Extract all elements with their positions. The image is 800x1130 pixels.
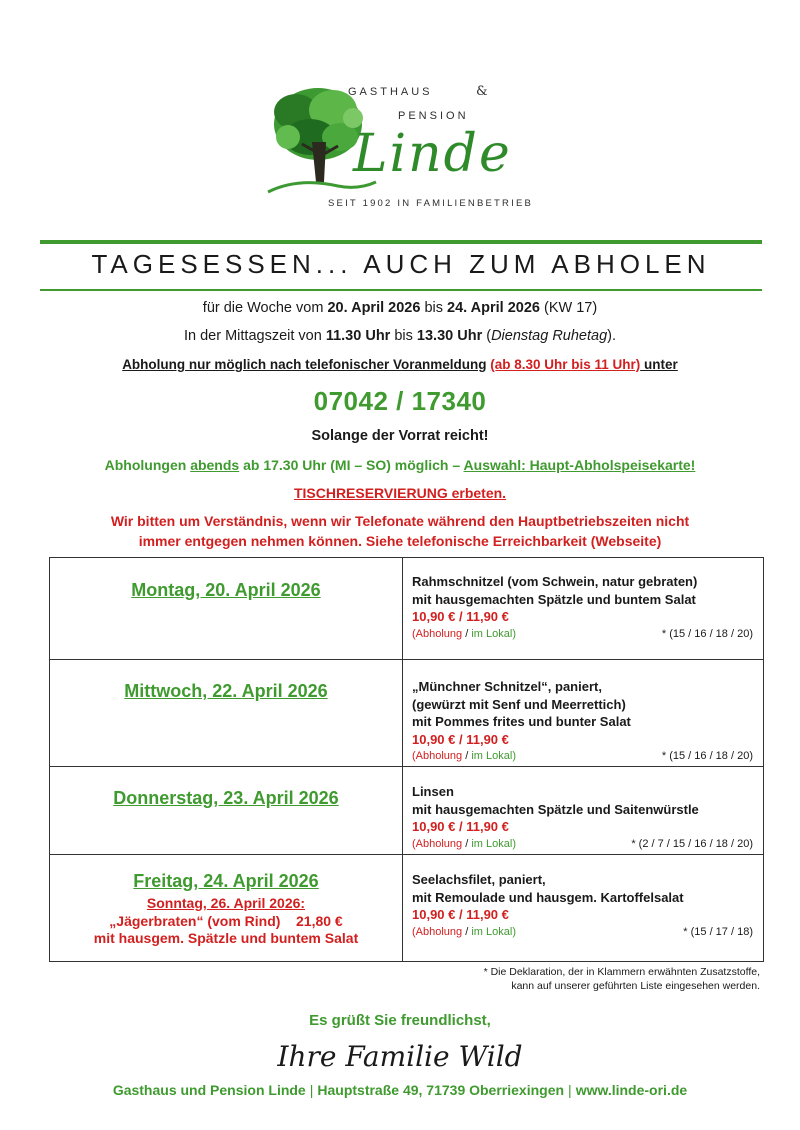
dish-line: „Münchner Schnitzel“, paniert, — [412, 679, 602, 694]
local-label: im Lokal — [471, 750, 513, 762]
day-wednesday: Mittwoch, 22. April 2026 — [124, 681, 328, 701]
time-mid: bis — [390, 328, 417, 344]
logo-pension: PENSION — [398, 110, 469, 122]
evening-line — [0, 457, 800, 473]
dish-line: Rahmschnitzel (vom Schwein, natur gebraten) — [412, 574, 698, 589]
time-to: 13.30 Uhr — [416, 328, 483, 344]
dish-line: (gewürzt mit Senf und Meerrettich) — [412, 696, 626, 712]
week-to: 24. April 2026 — [447, 300, 540, 316]
time-close: ). — [607, 328, 617, 344]
dish-line: Linsen — [412, 784, 454, 799]
dish-meta: (Abholung / im Lokal) * (15 / 16 / 18 / 20) — [412, 626, 757, 641]
week-from: 20. April 2026 — [327, 300, 421, 316]
local-label: im Lokal — [471, 627, 513, 640]
evening-pre: Abholungen — [104, 457, 191, 473]
footer-name: Gasthaus und Pension Linde — [112, 1082, 306, 1098]
pickup-label: Abholung — [415, 925, 463, 938]
additive-codes: * (2 / 7 / 15 / 16 / 18 / 20) — [631, 837, 753, 850]
dish-wednesday — [412, 678, 757, 763]
footer-address: Hauptstraße 49, 71739 Oberriexingen — [317, 1082, 565, 1098]
week-pre: für die Woche vom — [202, 300, 328, 316]
pickup-text: Abholung nur möglich nach telefonischer Voranmeldung — [122, 357, 487, 372]
time-pre: In der Mittagszeit von — [183, 328, 326, 344]
dish-line: mit Remoulade und hausgem. Kartoffelsalat — [412, 889, 684, 905]
dish-price: 10,90 € / 11,90 € — [412, 907, 509, 922]
logo-script: Linde — [353, 124, 512, 184]
footer — [0, 1082, 800, 1098]
slash: / — [462, 750, 472, 762]
dish-friday — [412, 871, 757, 939]
footer-separator: | — [309, 1082, 314, 1098]
additive-codes: * (15 / 16 / 18 / 20) — [661, 627, 753, 640]
footnote-line-2: kann auf unserer geführten Liste eingesehen werden. — [511, 980, 760, 992]
sunday-special — [50, 895, 402, 948]
notice-line-1: Wir bitten um Verständnis, wenn wir Telefonate während den Hauptbetriebszeiten nicht — [110, 513, 690, 529]
dish-line: mit hausgemachten Spätzle und buntem Salat — [412, 591, 696, 607]
slash: / — [462, 925, 472, 938]
stock-notice: Solange der Vorrat reicht! — [311, 428, 489, 444]
evening-mid: ab 17.30 Uhr (MI – SO) möglich – — [239, 457, 464, 473]
menu-table — [49, 557, 764, 962]
dish-line: mit Pommes frites und bunter Salat — [412, 714, 631, 729]
day-thursday: Donnerstag, 23. April 2026 — [113, 788, 339, 808]
pickup-hours: (ab 8.30 Uhr bis 11 Uhr) — [490, 357, 641, 372]
table-row — [50, 659, 763, 766]
local-label: im Lokal — [471, 925, 513, 938]
dish-meta: (Abholung / im Lokal) * (15 / 16 / 18 / 20) — [412, 748, 757, 763]
dish-price: 10,90 € / 11,90 € — [412, 609, 509, 624]
reservation-notice: TISCHRESERVIERUNG erbeten. — [293, 485, 507, 501]
pickup-line — [0, 357, 800, 372]
signature-image — [0, 1036, 800, 1076]
logo-tagline: SEIT 1902 IN FAMILIENBETRIEB — [328, 198, 534, 209]
sunday-title: Sonntag, 26. April 2026: — [146, 895, 306, 911]
signature-text: Ihre Familie Wild — [277, 1040, 523, 1073]
time-line — [0, 328, 800, 344]
title-rule-bottom — [40, 289, 762, 291]
time-from: 11.30 Uhr — [325, 328, 391, 344]
footnote — [400, 965, 760, 993]
day-friday: Freitag, 24. April 2026 — [133, 871, 319, 891]
dish-meta: (Abholung / im Lokal) * (2 / 7 / 15 / 16 / 18 / 20) — [412, 836, 757, 851]
dish-thursday — [412, 783, 757, 851]
slash: / — [462, 837, 472, 850]
closed-day: Dienstag Ruhetag — [491, 328, 608, 344]
logo — [258, 82, 558, 217]
sunday-side: mit hausgem. Spätzle und buntem Salat — [93, 930, 359, 946]
evening-menu-link[interactable]: Auswahl: Haupt-Abholspeisekarte! — [463, 457, 696, 473]
dish-meta: (Abholung / im Lokal) * (15 / 17 / 18) — [412, 924, 757, 939]
notice-line-2: immer entgegen nehmen können. Siehe telefonische Erreichbarkeit (Webseite) — [138, 533, 662, 549]
greeting: Es grüßt Sie freundlichst, — [309, 1012, 491, 1029]
table-row — [50, 558, 763, 659]
additive-codes: * (15 / 17 / 18) — [683, 925, 753, 938]
pickup-post: unter — [640, 357, 678, 372]
footer-website-link[interactable]: www.linde-ori.de — [575, 1082, 688, 1098]
pickup-label: Abholung — [415, 750, 463, 762]
title-rule-top — [40, 240, 762, 244]
evening-word: abends — [190, 457, 240, 473]
dish-line: mit hausgemachten Spätzle und Saitenwürstle — [412, 801, 699, 817]
slash: / — [462, 627, 472, 640]
week-line — [0, 300, 800, 316]
sunday-dish: „Jägerbraten“ (vom Rind) 21,80 € — [109, 912, 343, 929]
pickup-label: Abholung — [415, 627, 463, 640]
logo-ampersand: & — [476, 84, 488, 99]
logo-gasthaus: GASTHAUS — [348, 86, 433, 98]
day-monday: Montag, 20. April 2026 — [131, 580, 321, 600]
time-open: ( — [482, 328, 492, 344]
week-mid: bis — [420, 300, 448, 316]
local-label: im Lokal — [471, 837, 513, 850]
footer-separator: | — [568, 1082, 572, 1098]
dish-price: 10,90 € / 11,90 € — [412, 731, 509, 747]
dish-line: Seelachsfilet, paniert, — [412, 872, 546, 887]
pickup-label: Abholung — [415, 837, 463, 850]
table-row — [50, 854, 763, 961]
footnote-line-1: * Die Deklaration, der in Klammern erwähnten Zusatzstoffe, — [483, 966, 760, 978]
page-title: TAGESESSEN... AUCH ZUM ABHOLEN — [91, 249, 711, 279]
dish-price: 10,90 € / 11,90 € — [412, 819, 509, 834]
dish-monday — [412, 573, 757, 641]
additive-codes: * (15 / 16 / 18 / 20) — [661, 750, 753, 762]
phone-number[interactable]: 07042 / 17340 — [313, 386, 487, 416]
week-post: (KW 17) — [539, 300, 598, 316]
table-row — [50, 766, 763, 854]
